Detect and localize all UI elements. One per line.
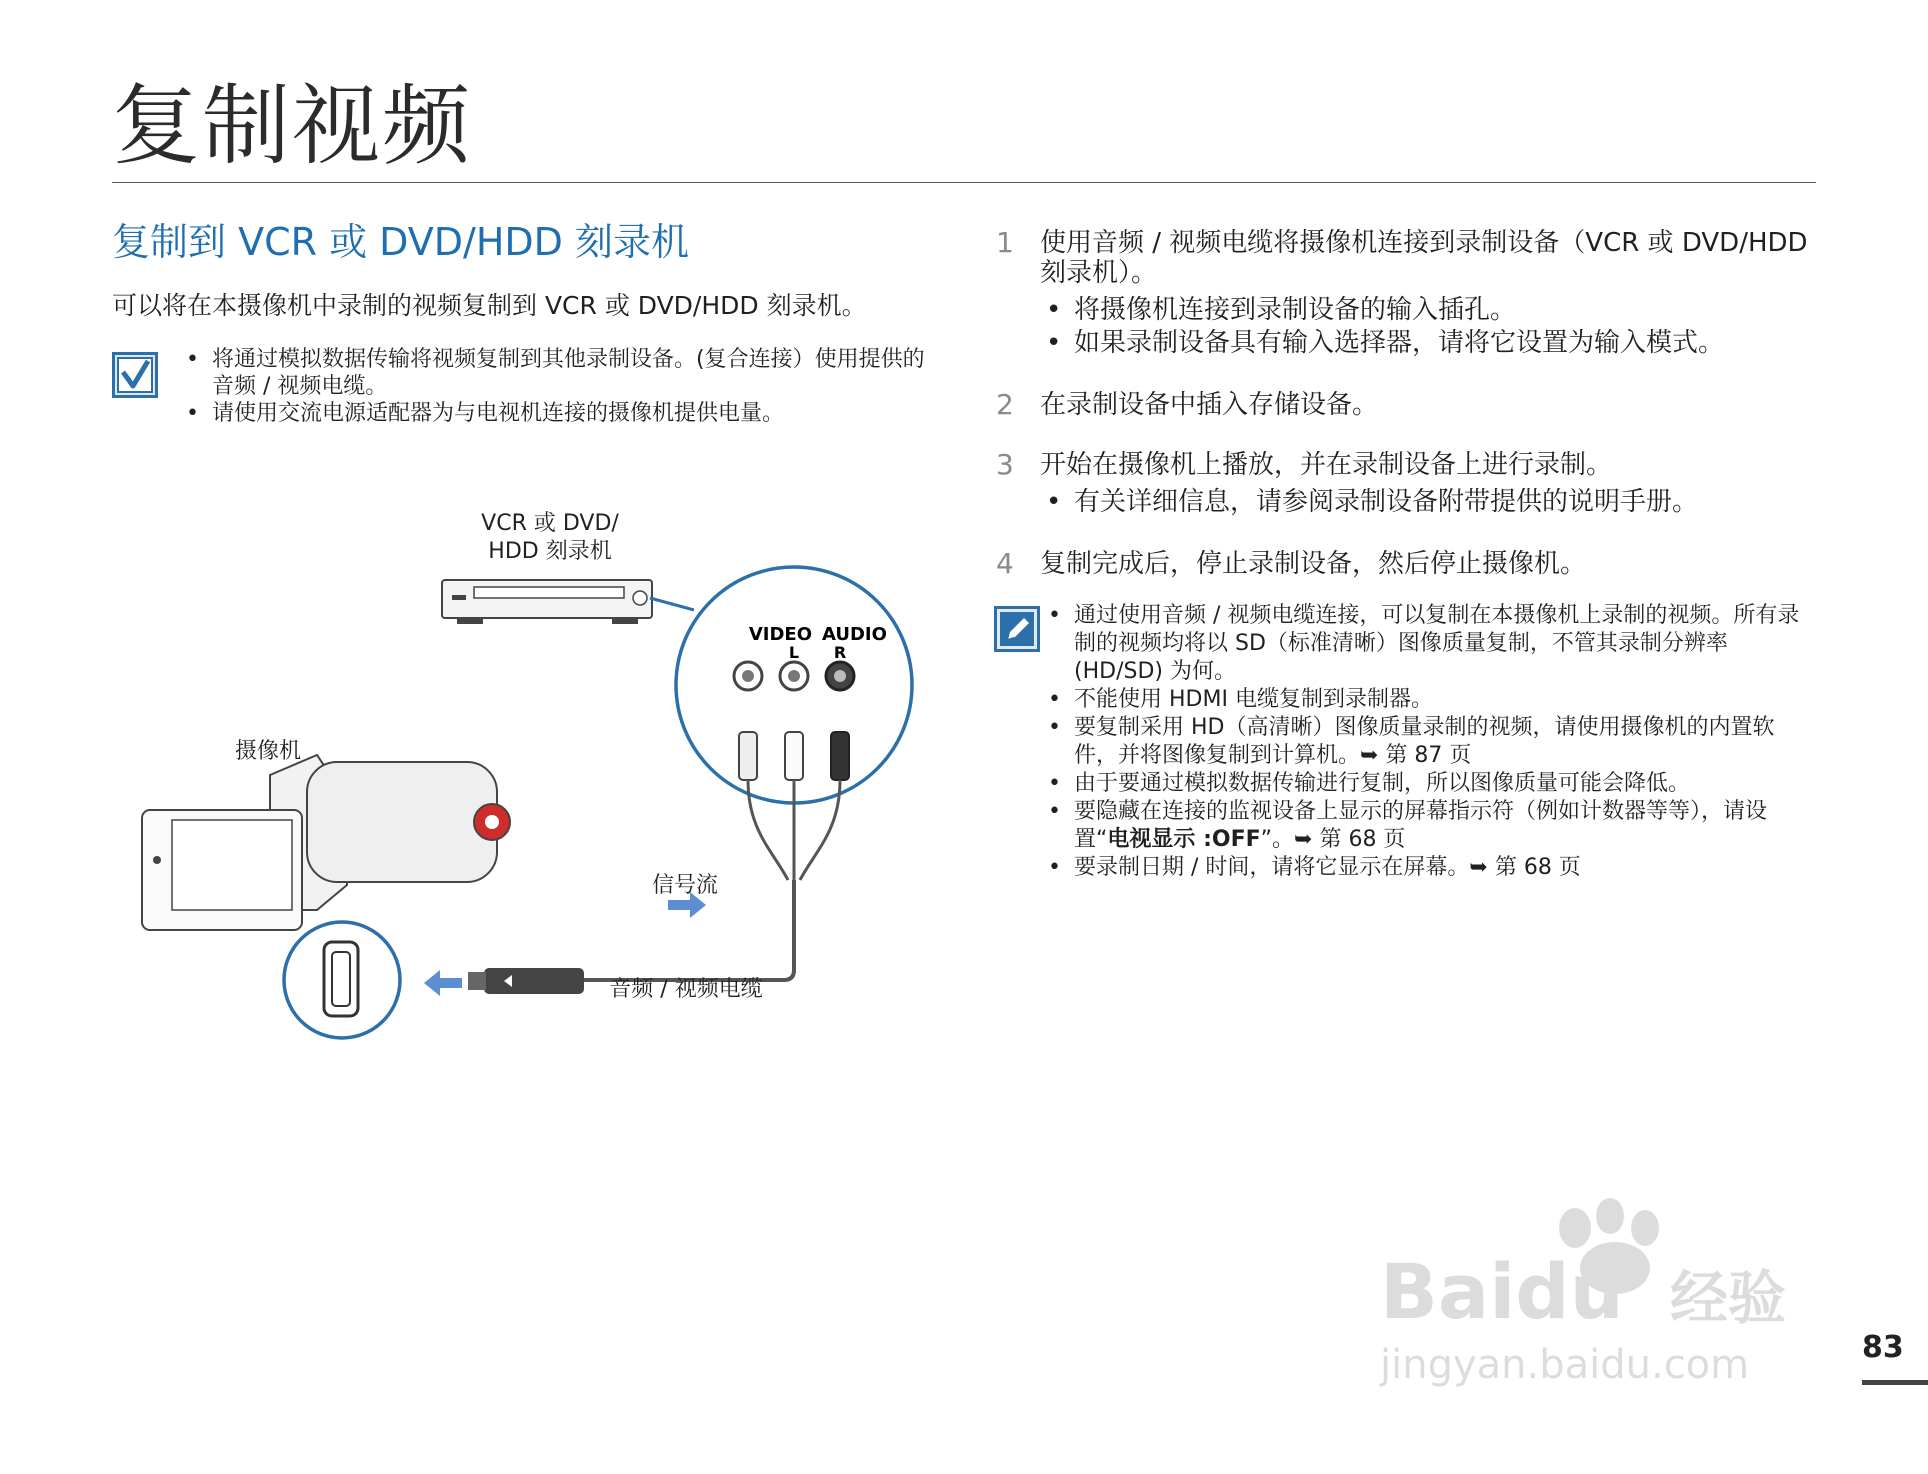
recorder-device-icon (442, 580, 652, 624)
rca-plugs (739, 732, 849, 880)
watermark-url: jingyan.baidu.com (1380, 1342, 1750, 1388)
recorder-label-line2: HDD 刻录机 (488, 539, 612, 564)
step-number: 3 (996, 448, 1014, 481)
recorder-label-line1: VCR 或 DVD/ (481, 511, 619, 536)
page-number: 83 (1862, 1330, 1904, 1365)
note-list-2 (1040, 602, 1810, 882)
step-bullet: • 如果录制设备具有输入选择器，请将它设置为输入模式。 (1040, 327, 1812, 360)
note-item: • 要复制采用 HD（高清晰）图像质量录制的视频，请使用摄像机的内置软件，并将图像复制到计算机。➥ 第 87 页 (1040, 714, 1810, 770)
step-3 (992, 450, 1812, 519)
step-text: 在录制设备中插入存储设备。 (1040, 390, 1379, 420)
note-item: • 通过使用音频 / 视频电缆连接，可以复制在本摄像机上录制的视频。所有录制的视频均将以 SD（标准清晰）图像质量复制，不管其录制分辨率 (HD/SD) 为何。 (1040, 602, 1810, 686)
step-number: 4 (996, 547, 1014, 580)
left-channel-label: L (788, 643, 800, 662)
camcorder-label: 摄像机 (234, 739, 301, 764)
section-heading: 复制到 VCR 或 DVD/HDD 刻录机 (112, 220, 689, 264)
note-item: • 请使用交流电源适配器为与电视机连接的摄像机提供电量。 (178, 400, 938, 427)
note-item: • 由于要通过模拟数据传输进行复制，所以图像质量可能会降低。 (1040, 770, 1810, 798)
step-bullet: • 有关详细信息，请参阅录制设备附带提供的说明手册。 (1040, 486, 1812, 519)
note-item (1040, 798, 1810, 854)
recorder-label (440, 510, 660, 566)
av-port-icon (324, 942, 358, 1016)
note-item: • 要录制日期 / 时间，请将它显示在屏幕。➥ 第 68 页 (1040, 854, 1810, 882)
connection-diagram (112, 500, 942, 1044)
av-plug-connector (468, 968, 584, 994)
step-text: 复制完成后，停止录制设备，然后停止摄像机。 (1040, 549, 1587, 579)
video-label: VIDEO (748, 624, 812, 645)
step-text: 使用音频 / 视频电缆将摄像机连接到录制设备（VCR 或 DVD/HDD 刻录机）。 (1040, 228, 1808, 288)
right-channel-label: R (833, 643, 847, 662)
watermark-brand: Baidu (1380, 1247, 1624, 1336)
page-number-rule (1862, 1380, 1928, 1385)
av-jacks (734, 662, 854, 690)
step-bullet: • 将摄像机连接到录制设备的输入插孔。 (1040, 294, 1812, 327)
title-divider (112, 182, 1816, 183)
audio-label: AUDIO (822, 624, 887, 645)
note-list-1 (178, 346, 938, 427)
note-text: ”。➥ 第 68 页 (1260, 827, 1406, 852)
step-2 (992, 390, 1812, 420)
baidu-watermark (1370, 1188, 1810, 1408)
camcorder-icon (142, 755, 510, 930)
step-number: 1 (996, 226, 1014, 259)
note-item: • 不能使用 HDMI 电缆复制到录制器。 (1040, 686, 1810, 714)
direction-arrow-icon (424, 970, 462, 996)
note-pen-icon (994, 606, 1040, 656)
note-text: 要隐藏在连接的监视设备上显示的屏幕指示符（例如计数器等等），请设置“ (1074, 799, 1768, 852)
step-number: 2 (996, 388, 1014, 421)
page-title: 复制视频 (112, 74, 473, 177)
step-4 (992, 549, 1812, 579)
note-item: • 将通过模拟数据传输将视频复制到其他录制设备。(复合连接）使用提供的音频 / 视频电缆。 (178, 346, 938, 400)
cable-label: 音频 / 视频电缆 (609, 977, 763, 1002)
step-text: 开始在摄像机上播放，并在录制设备上进行录制。 (1040, 450, 1613, 480)
note-check-icon (112, 352, 158, 402)
step-1 (992, 228, 1812, 360)
watermark-brand-cn: 经验 (1670, 1264, 1787, 1332)
step-list (992, 228, 1812, 609)
note-bold-setting: 电视显示 :OFF (1107, 827, 1261, 852)
intro-text: 可以将在本摄像机中录制的视频复制到 VCR 或 DVD/HDD 刻录机。 (112, 291, 867, 320)
signal-flow-label: 信号流 (651, 873, 718, 898)
